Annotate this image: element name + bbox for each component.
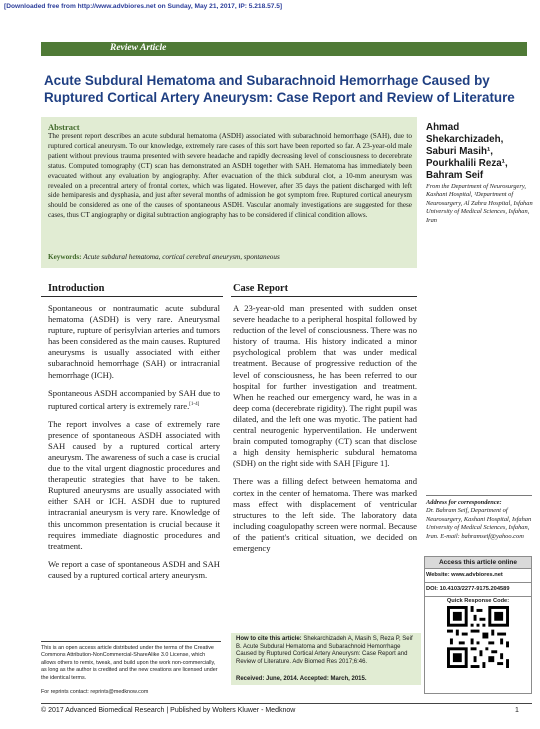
- paragraph: A 23-year-old man presented with sudden onset severe headache to a peripheral hospital followed by reduction of the level of consciousness. There was no history of trauma. His history indicated a minor psychological problem that was under medical treatment. Because of progressive reduction of the level of consciousness, he has been referred to our hospital for further investigation and treatment. When he reached our emergency ward, he was in a deep coma (decerebrate rigidity). The right pupil was dilated, and the left one was myotic. The patient had central neurogenic hyperventilation. He underwent brain computed tomography (CT) scan that disclose a high density hemispheric subdural hematoma (SDH) on the right side with SAH [Figure 1].: [233, 303, 417, 469]
- abstract-heading: Abstract: [48, 122, 80, 132]
- article-type-label: Review Article: [110, 43, 167, 53]
- correspondence-rule: [426, 495, 532, 496]
- correspondence-text: Dr. Bahram Seif, Department of Neurosurgery, Kashani Hospital, Isfahan University of Medical Sciences, Isfahan, Iran. E-mail: bahramseif@yahoo.com: [426, 507, 532, 540]
- author-list: [426, 122, 532, 182]
- qr-code-icon[interactable]: [447, 606, 509, 668]
- section-rule: [231, 296, 417, 297]
- author-line: Saburi Masih¹,: [426, 146, 493, 157]
- author-line: Ahmad: [426, 122, 460, 133]
- paragraph: The report involves a case of extremely rare presence of spontaneous ASDH associated with SAH caused by a ruptured cortical artery aneurysm. The awareness of such a case is crucial due to the vital urgent diagnostic procedures and therapeutic strategies that have to be taken. Ruptured aneurysms are usually associated with either SAH or ICH. ASDH due to ruptured intracranial aneurysm is very rare. Knowledge of this uncommon presentation is crucial because it requires immediate diagnostic procedures and treatment.: [48, 418, 220, 551]
- keywords-text: Acute subdural hematoma, cortical cerebral aneurysm, spontaneous: [83, 253, 280, 261]
- paragraph: [48, 388, 220, 412]
- citation-text: Shekarchizadeh A, Masih S, Reza P, Seif B. Acute Subdural Hematoma and Subarachnoid Hemorrhage Caused by Ruptured Cortical Artery Aneurysm: Case Report and Review of Literature. Adv Biomed Res 2017;6:46.: [236, 636, 413, 665]
- citation-ref[interactable]: [1-4]: [189, 401, 200, 407]
- keywords: [48, 253, 412, 261]
- access-website-link[interactable]: Website: www.advbiores.net: [426, 572, 503, 578]
- access-divider: [425, 582, 531, 583]
- introduction-body: [48, 303, 220, 588]
- qr-label: Quick Response Code:: [446, 598, 510, 604]
- author-line: Shekarchizadeh,: [426, 134, 504, 145]
- received-dates: Received: June, 2014. Accepted: March, 2015.: [236, 676, 367, 682]
- section-rule: [41, 296, 223, 297]
- license-text: This is an open access article distributed under the terms of the Creative Commons Attribution-NonCommercial-ShareAlike 3.0 License, which allows others to remix, tweak, and build upon the work non-commercially, as long as the author is credited and the new creations are licensed under the identical terms.: [41, 645, 218, 681]
- footer-rule: [41, 703, 532, 704]
- access-divider: [425, 568, 531, 569]
- paragraph-text: Spontaneous ASDH accompanied by SAH due to ruptured cortical artery is extremely rare.: [48, 387, 220, 411]
- correspondence-label: Address for correspondence:: [426, 499, 502, 506]
- license-rule: [41, 641, 221, 642]
- access-divider: [425, 596, 531, 597]
- affiliation: From the Department of Neurosurgery, Kashani Hospital, ¹Department of Neurosurgery, Al Zahra Hospital, Isfahan University of Medical Sciences, Isfahan, Iran: [426, 183, 533, 224]
- author-line: Bahram Seif: [426, 170, 484, 181]
- footer-copyright: © 2017 Advanced Biomedical Research | Published by Wolters Kluwer - Medknow: [41, 707, 296, 714]
- paragraph: There was a filling defect between hematoma and cortex in the center of hematoma. There was marked mass effect with displacement of ventricular structures to the left side. The laboratory data including coagulopathy screen were normal. Because of the patient's critical situation, we decided on emergency: [233, 476, 417, 553]
- abstract-text: The present report describes an acute subdural hematoma (ASDH) associated with subarachnoid hemorrhage (SAH), due to ruptured cortical aneurysm. To our knowledge, extremely rare cases of this sort have been reported so far. A 23-year-old male patient without previous trauma presented with severe headache and rapidly decreasing level of consciousness to decerebrate status. Computed tomography (CT) scan has demonstrated an ASDH together with SAH. Hematoma has immediately been evacuated without any evaluation by angiography. After evacuation of the thick subdural clot, a 10-mm aneurysm was revealed on a precentral artery of frontal cortex, which was ligated. However, after 35 days the patient discharged with left side hemiparesis and dysphasia, and just after several months of admission he got symptom free. Ruptured cortical aneurysm should be considered as one of the causes of spontaneous ASDH. Vascular anomaly investigations are suggested for these cases, thus CT angiography or digital subtraction angiography has to be considered if clinical condition allows.: [48, 132, 412, 220]
- access-doi-link[interactable]: DOI: 10.4103/2277-9175.204589: [426, 586, 510, 592]
- reprints-contact: For reprints contact: reprints@medknow.com: [41, 689, 149, 695]
- case-report-body: [233, 303, 417, 561]
- page-number: 1: [515, 707, 519, 714]
- keywords-label: Keywords:: [48, 253, 82, 261]
- citation-label: How to cite this article:: [236, 636, 302, 642]
- citation: [236, 636, 418, 666]
- introduction-heading: Introduction: [48, 283, 105, 294]
- download-notice: [Downloaded free from http://www.advbiores.net on Sunday, May 21, 2017, IP: 5.218.57.5]: [4, 3, 283, 10]
- author-line: Pourkhalili Reza¹,: [426, 158, 508, 169]
- paragraph: We report a case of spontaneous ASDH and SAH caused by a ruptured cortical artery aneurysm.: [48, 558, 220, 580]
- paragraph: Spontaneous or nontraumatic acute subdural hematoma (ASDH) is very rare. Aneurysmal rupture, rupture of perisylvian arteries and tumors has been considered as the main causes. Ruptured aneurysms is usually associated with either subarachnoid hemorrhage (SAH) or intracranial hemorrhage (ICH).: [48, 303, 220, 380]
- correspondence: [426, 499, 532, 541]
- article-title: Acute Subdural Hematoma and Subarachnoid Hemorrhage Caused by Ruptured Cortical Artery Aneurysm: Case Report and Review of Literature: [44, 73, 515, 105]
- access-title: Access this article online: [425, 557, 531, 568]
- case-report-heading: Case Report: [233, 283, 289, 294]
